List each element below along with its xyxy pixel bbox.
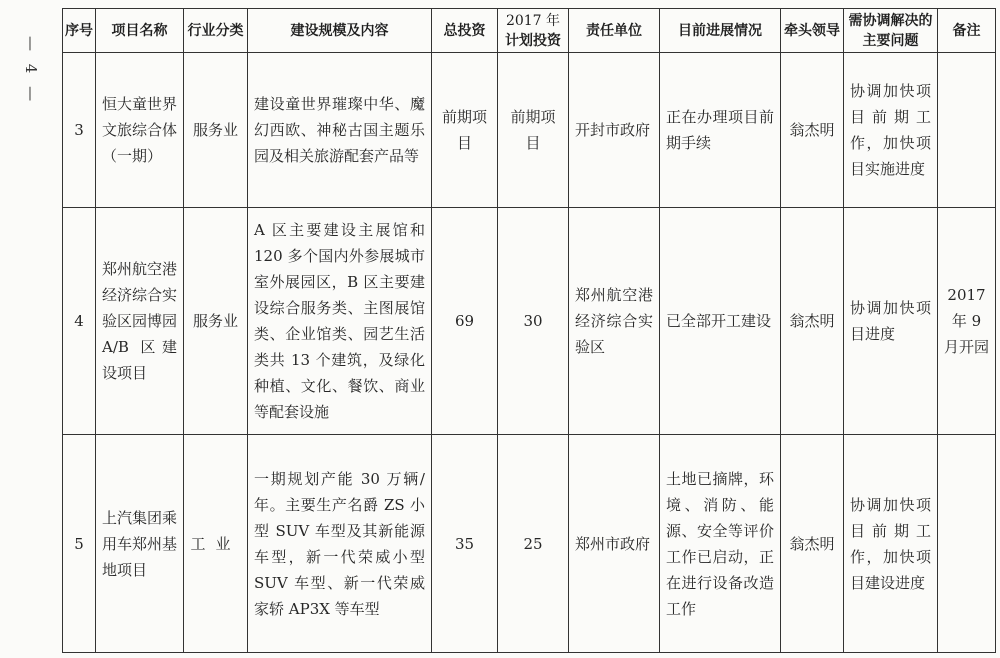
- table-header-row: [63, 9, 996, 53]
- cell-progress: 已全部开工建设: [660, 208, 781, 435]
- cell-plan-2017: 30: [498, 208, 569, 435]
- cell-seq: 4: [63, 208, 96, 435]
- header-leader: 牵头领导: [781, 9, 844, 53]
- cell-progress: 正在办理项目前期手续: [660, 53, 781, 208]
- table-row: [63, 208, 996, 435]
- cell-leader: 翁杰明: [781, 53, 844, 208]
- header-remarks: 备注: [938, 9, 996, 53]
- cell-issues: 协调加快项目前期工作，加快项目实施进度: [844, 53, 938, 208]
- header-scope: 建设规模及内容: [248, 9, 432, 53]
- cell-scope: A 区主要建设主展馆和 120 多个国内外参展城市室外展园区，B 区主要建设综合服务类、主图展馆类、企业馆类、园艺生活类共 13 个建筑，及绿化种植、文化、餐饮、商业等配套设施: [248, 208, 432, 435]
- header-plan-2017-label: 计划投资: [505, 32, 561, 49]
- project-table: [62, 8, 996, 653]
- cell-name: 郑州航空港经济综合实验区园博园 A/B 区建设项目: [96, 208, 184, 435]
- cell-plan-2017: 前期项目: [498, 53, 569, 208]
- header-total-investment: 总投资: [432, 9, 498, 53]
- cell-leader: 翁杰明: [781, 208, 844, 435]
- cell-total-investment: 35: [432, 435, 498, 653]
- table-row: [63, 435, 996, 653]
- cell-responsible: 开封市政府: [569, 53, 660, 208]
- header-industry: 行业分类: [184, 9, 248, 53]
- header-seq: 序号: [63, 9, 96, 53]
- cell-industry: 工业: [184, 435, 248, 653]
- cell-seq: 3: [63, 53, 96, 208]
- cell-remarks: [938, 53, 996, 208]
- cell-responsible: 郑州市政府: [569, 435, 660, 653]
- cell-scope: 建设童世界璀璨中华、魔幻西欧、神秘古国主题乐园及相关旅游配套产品等: [248, 53, 432, 208]
- cell-total-investment: 前期项目: [432, 53, 498, 208]
- header-plan-2017: [498, 9, 569, 53]
- header-name: 项目名称: [96, 9, 184, 53]
- cell-remarks: [938, 435, 996, 653]
- header-issues: [844, 9, 938, 53]
- table-row: [63, 53, 996, 208]
- cell-seq: 5: [63, 435, 96, 653]
- cell-total-investment: 69: [432, 208, 498, 435]
- cell-remarks: 2017 年 9 月开园: [938, 208, 996, 435]
- page-number: — 4 —: [22, 36, 40, 106]
- cell-industry: 服务业: [184, 208, 248, 435]
- header-issues-line2: 主要问题: [862, 32, 919, 49]
- header-responsible: 责任单位: [569, 9, 660, 53]
- cell-issues: 协调加快项目前期工作，加快项目建设进度: [844, 435, 938, 653]
- header-progress: 目前进展情况: [660, 9, 781, 53]
- header-issues-line1: 需协调解决的: [848, 12, 933, 29]
- cell-issues: 协调加快项目进度: [844, 208, 938, 435]
- cell-progress: 土地已摘牌，环境、消防、能源、安全等评价工作已启动，正在进行设备改造工作: [660, 435, 781, 653]
- cell-name: 上汽集团乘用车郑州基地项目: [96, 435, 184, 653]
- cell-industry: 服务业: [184, 53, 248, 208]
- cell-leader: 翁杰明: [781, 435, 844, 653]
- cell-scope: 一期规划产能 30 万辆/年。主要生产名爵 ZS 小型 SUV 车型及其新能源车型，新一代荣威小型 SUV 车型、新一代荣威家轿 AP3X 等车型: [248, 435, 432, 653]
- cell-name: 恒大童世界文旅综合体（一期）: [96, 53, 184, 208]
- cell-responsible: 郑州航空港经济综合实验区: [569, 208, 660, 435]
- cell-plan-2017: 25: [498, 435, 569, 653]
- header-plan-2017-year: 2017 年: [505, 12, 561, 29]
